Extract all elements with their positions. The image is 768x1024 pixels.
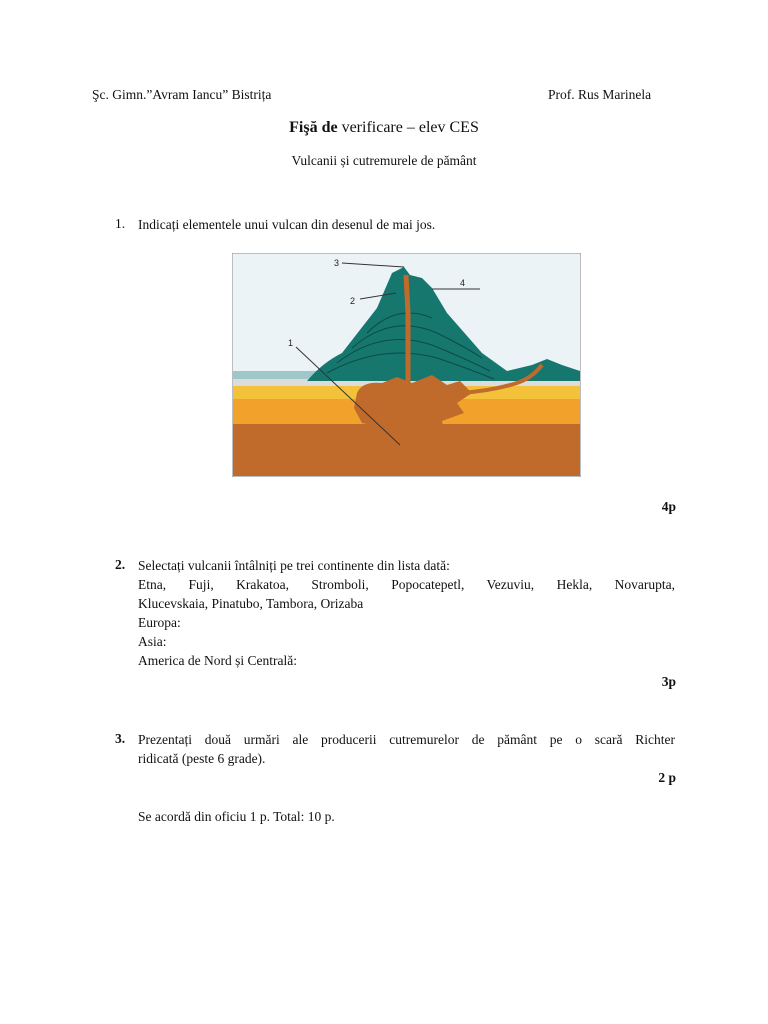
- title-bold: Fişă de: [289, 119, 338, 136]
- q2-volcano-list-line1: Etna, Fuji, Krakatoa, Stromboli, Popocatepetl, Vezuviu, Hekla, Novarupta,: [138, 577, 675, 592]
- volcano-diagram: [232, 253, 581, 477]
- q1-points: 4p: [661, 499, 676, 514]
- q2-america-label: America de Nord și Centrală:: [138, 653, 297, 668]
- q2-europe-label: Europa:: [138, 615, 181, 630]
- q3-text-line1: Prezentați două urmări ale producerii cutremurelor de pământ pe o scară Richter: [138, 732, 675, 747]
- q2-volcano-list-line2: Klucevskaia, Pinatubo, Tambora, Orizaba: [138, 596, 364, 611]
- q1-number: 1.: [115, 216, 126, 231]
- q1-text: Indicați elementele unui vulcan din desenul de mai jos.: [138, 217, 436, 232]
- main-conduit: [406, 275, 408, 383]
- q2-asia-label: Asia:: [138, 634, 167, 649]
- page-title: [0, 119, 768, 137]
- q3-text-line2: ridicată (peste 6 grade).: [138, 751, 266, 766]
- footer-note: Se acordă din oficiu 1 p. Total: 10 p.: [138, 809, 335, 824]
- diagram-label-1: 1: [288, 338, 294, 348]
- school-name: Şc. Gimn.”Avram Iancu” Bistrița: [92, 87, 272, 102]
- diagram-label-2: 2: [350, 296, 356, 306]
- q2-text: Selectați vulcanii întâlniți pe trei continente din lista dată:: [138, 558, 450, 573]
- diagram-label-4: 4: [460, 278, 466, 288]
- teacher-name: Prof. Rus Marinela: [548, 87, 652, 102]
- q3-points: 2 p: [658, 770, 676, 785]
- q2-number: 2.: [115, 557, 126, 572]
- q3-number: 3.: [115, 731, 126, 746]
- page-subtitle: Vulcanii și cutremurele de pământ: [291, 153, 477, 168]
- diagram-label-3: 3: [334, 258, 340, 268]
- title-rest: verificare – elev CES: [341, 119, 479, 136]
- q2-points: 3p: [661, 674, 676, 689]
